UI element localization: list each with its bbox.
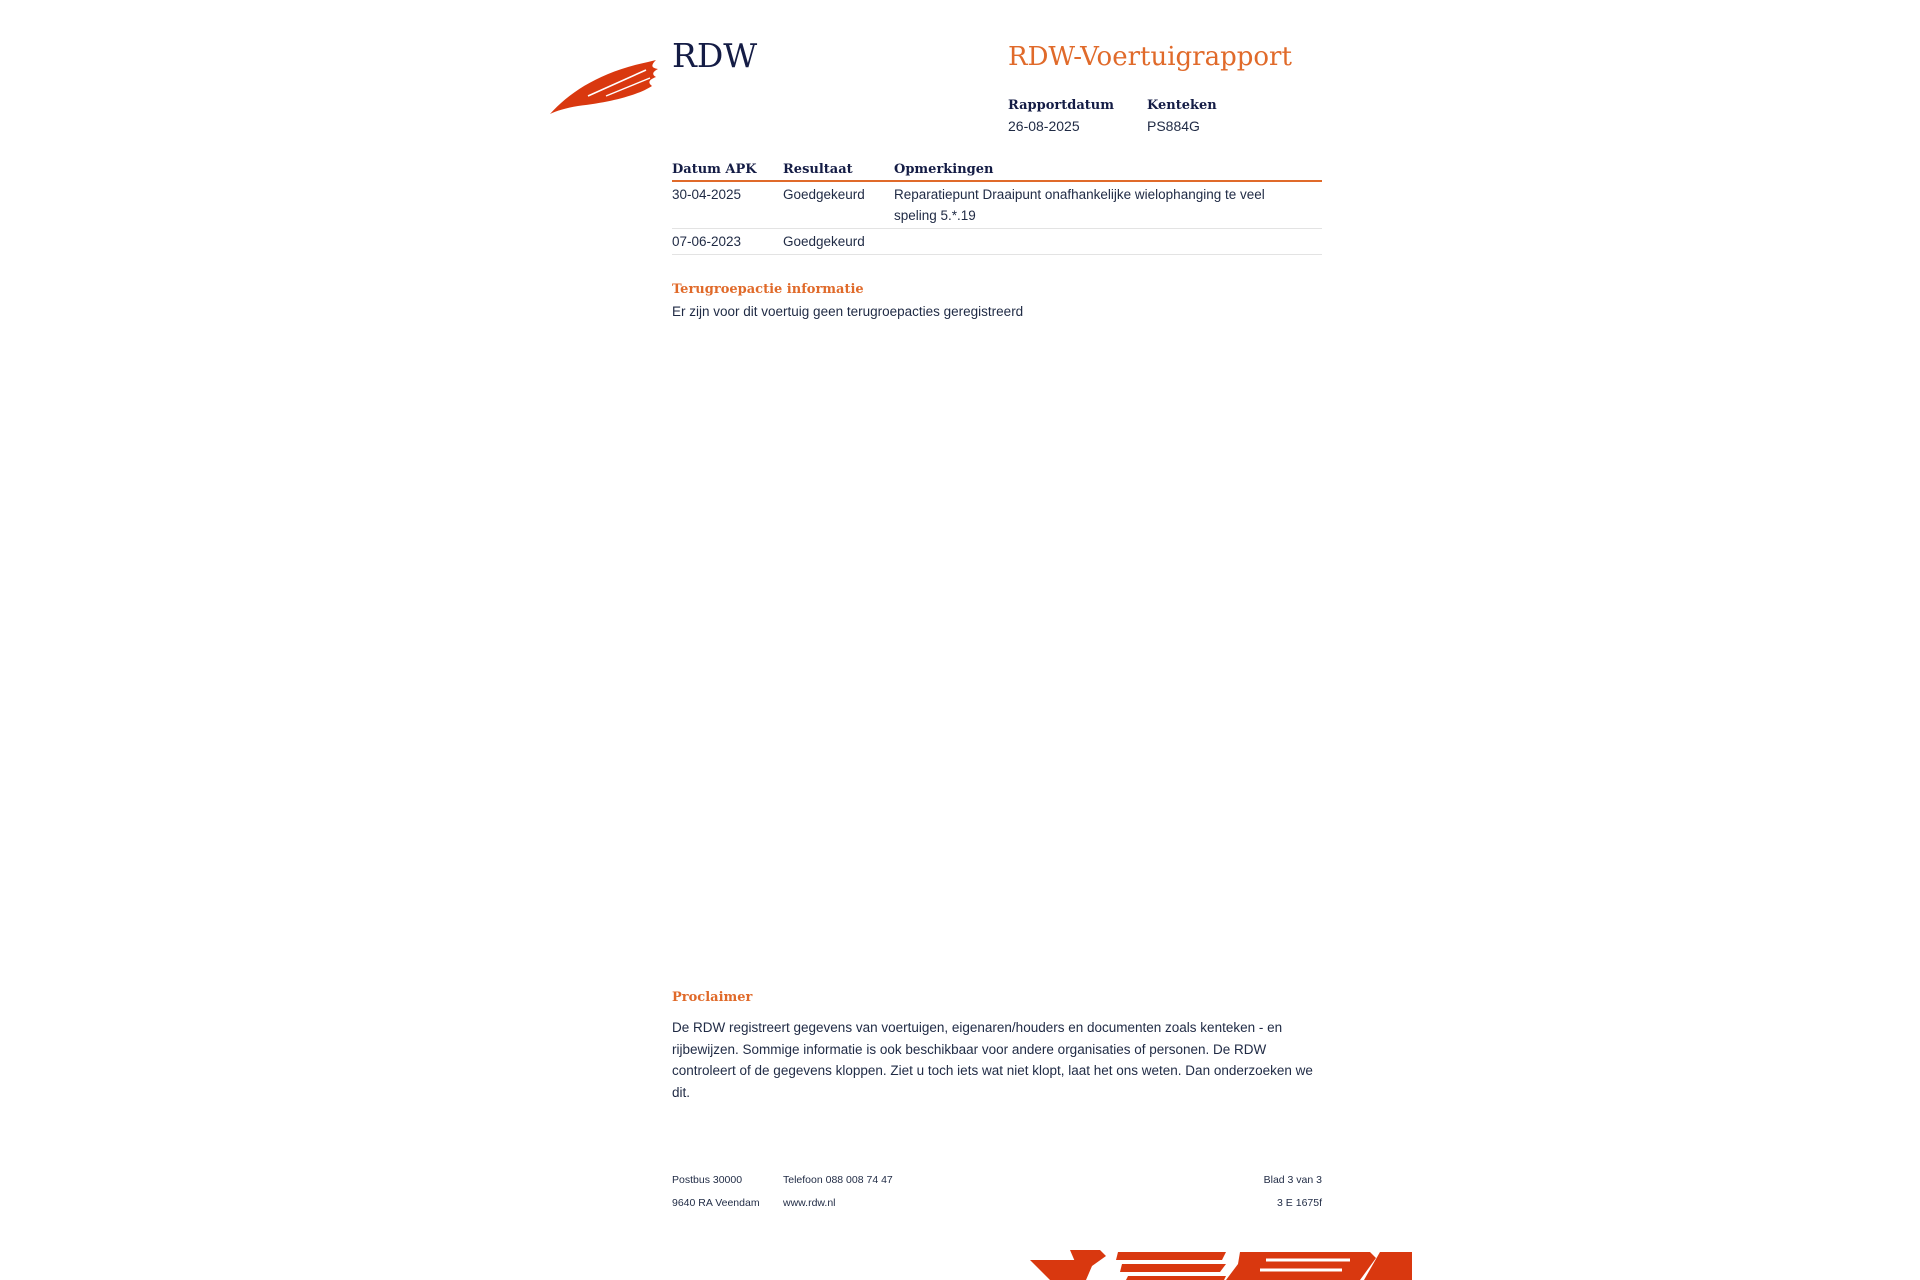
footer-code: 3 E 1675f [1277, 1197, 1322, 1209]
footer-postbus: Postbus 30000 [672, 1174, 743, 1186]
apk-table [672, 160, 1322, 255]
recall-text: Er zijn voor dit voertuig geen terugroepacties geregistreerd [672, 304, 1024, 319]
cell-result: Goedgekeurd [783, 229, 894, 255]
table-row [672, 229, 1322, 255]
meta-label: Kenteken [1147, 98, 1217, 113]
table-header-row [672, 160, 1322, 181]
column-header-result: Resultaat [783, 160, 894, 181]
meta-value: PS884G [1147, 118, 1200, 134]
cell-result: Goedgekeurd [783, 181, 894, 229]
rdw-logo-icon [548, 56, 660, 116]
column-header-date: Datum APK [672, 160, 783, 181]
footer-website: www.rdw.nl [783, 1197, 836, 1209]
meta-license-plate [1147, 98, 1217, 134]
column-header-remarks: Opmerkingen [894, 160, 1322, 181]
footer-page-number: Blad 3 van 3 [1263, 1174, 1322, 1186]
brand-name: RDW [672, 36, 758, 75]
proclaimer-title: Proclaimer [672, 990, 753, 1005]
report-title: RDW-Voertuigrapport [1008, 42, 1292, 72]
cell-remarks: Reparatiepunt Draaipunt onafhankelijke wielophanging te veel speling 5.*.19 [894, 181, 1322, 229]
meta-report-date [1008, 98, 1114, 134]
recall-title: Terugroepactie informatie [672, 282, 864, 297]
footer-city: 9640 RA Veendam [672, 1197, 760, 1209]
table-row [672, 181, 1322, 229]
meta-value: 26-08-2025 [1008, 118, 1080, 134]
cell-date: 07-06-2023 [672, 229, 783, 255]
footer-phone: Telefoon 088 008 74 47 [783, 1174, 893, 1186]
meta-label: Rapportdatum [1008, 98, 1114, 113]
cell-date: 30-04-2025 [672, 181, 783, 229]
cell-remarks [894, 229, 1322, 255]
proclaimer-text: De RDW registreert gegevens van voertuigen, eigenaren/houders en documenten zoals kenteken - en rijbewijzen. Sommige informatie is ook beschikbaar voor andere organisaties of personen. De RDW controleert of de gegevens kloppen. Ziet u toch iets wat niet klopt, laat het ons weten. Dan onderzoeken we dit. [672, 1020, 1313, 1100]
decorative-stripes-icon [1030, 1246, 1412, 1280]
